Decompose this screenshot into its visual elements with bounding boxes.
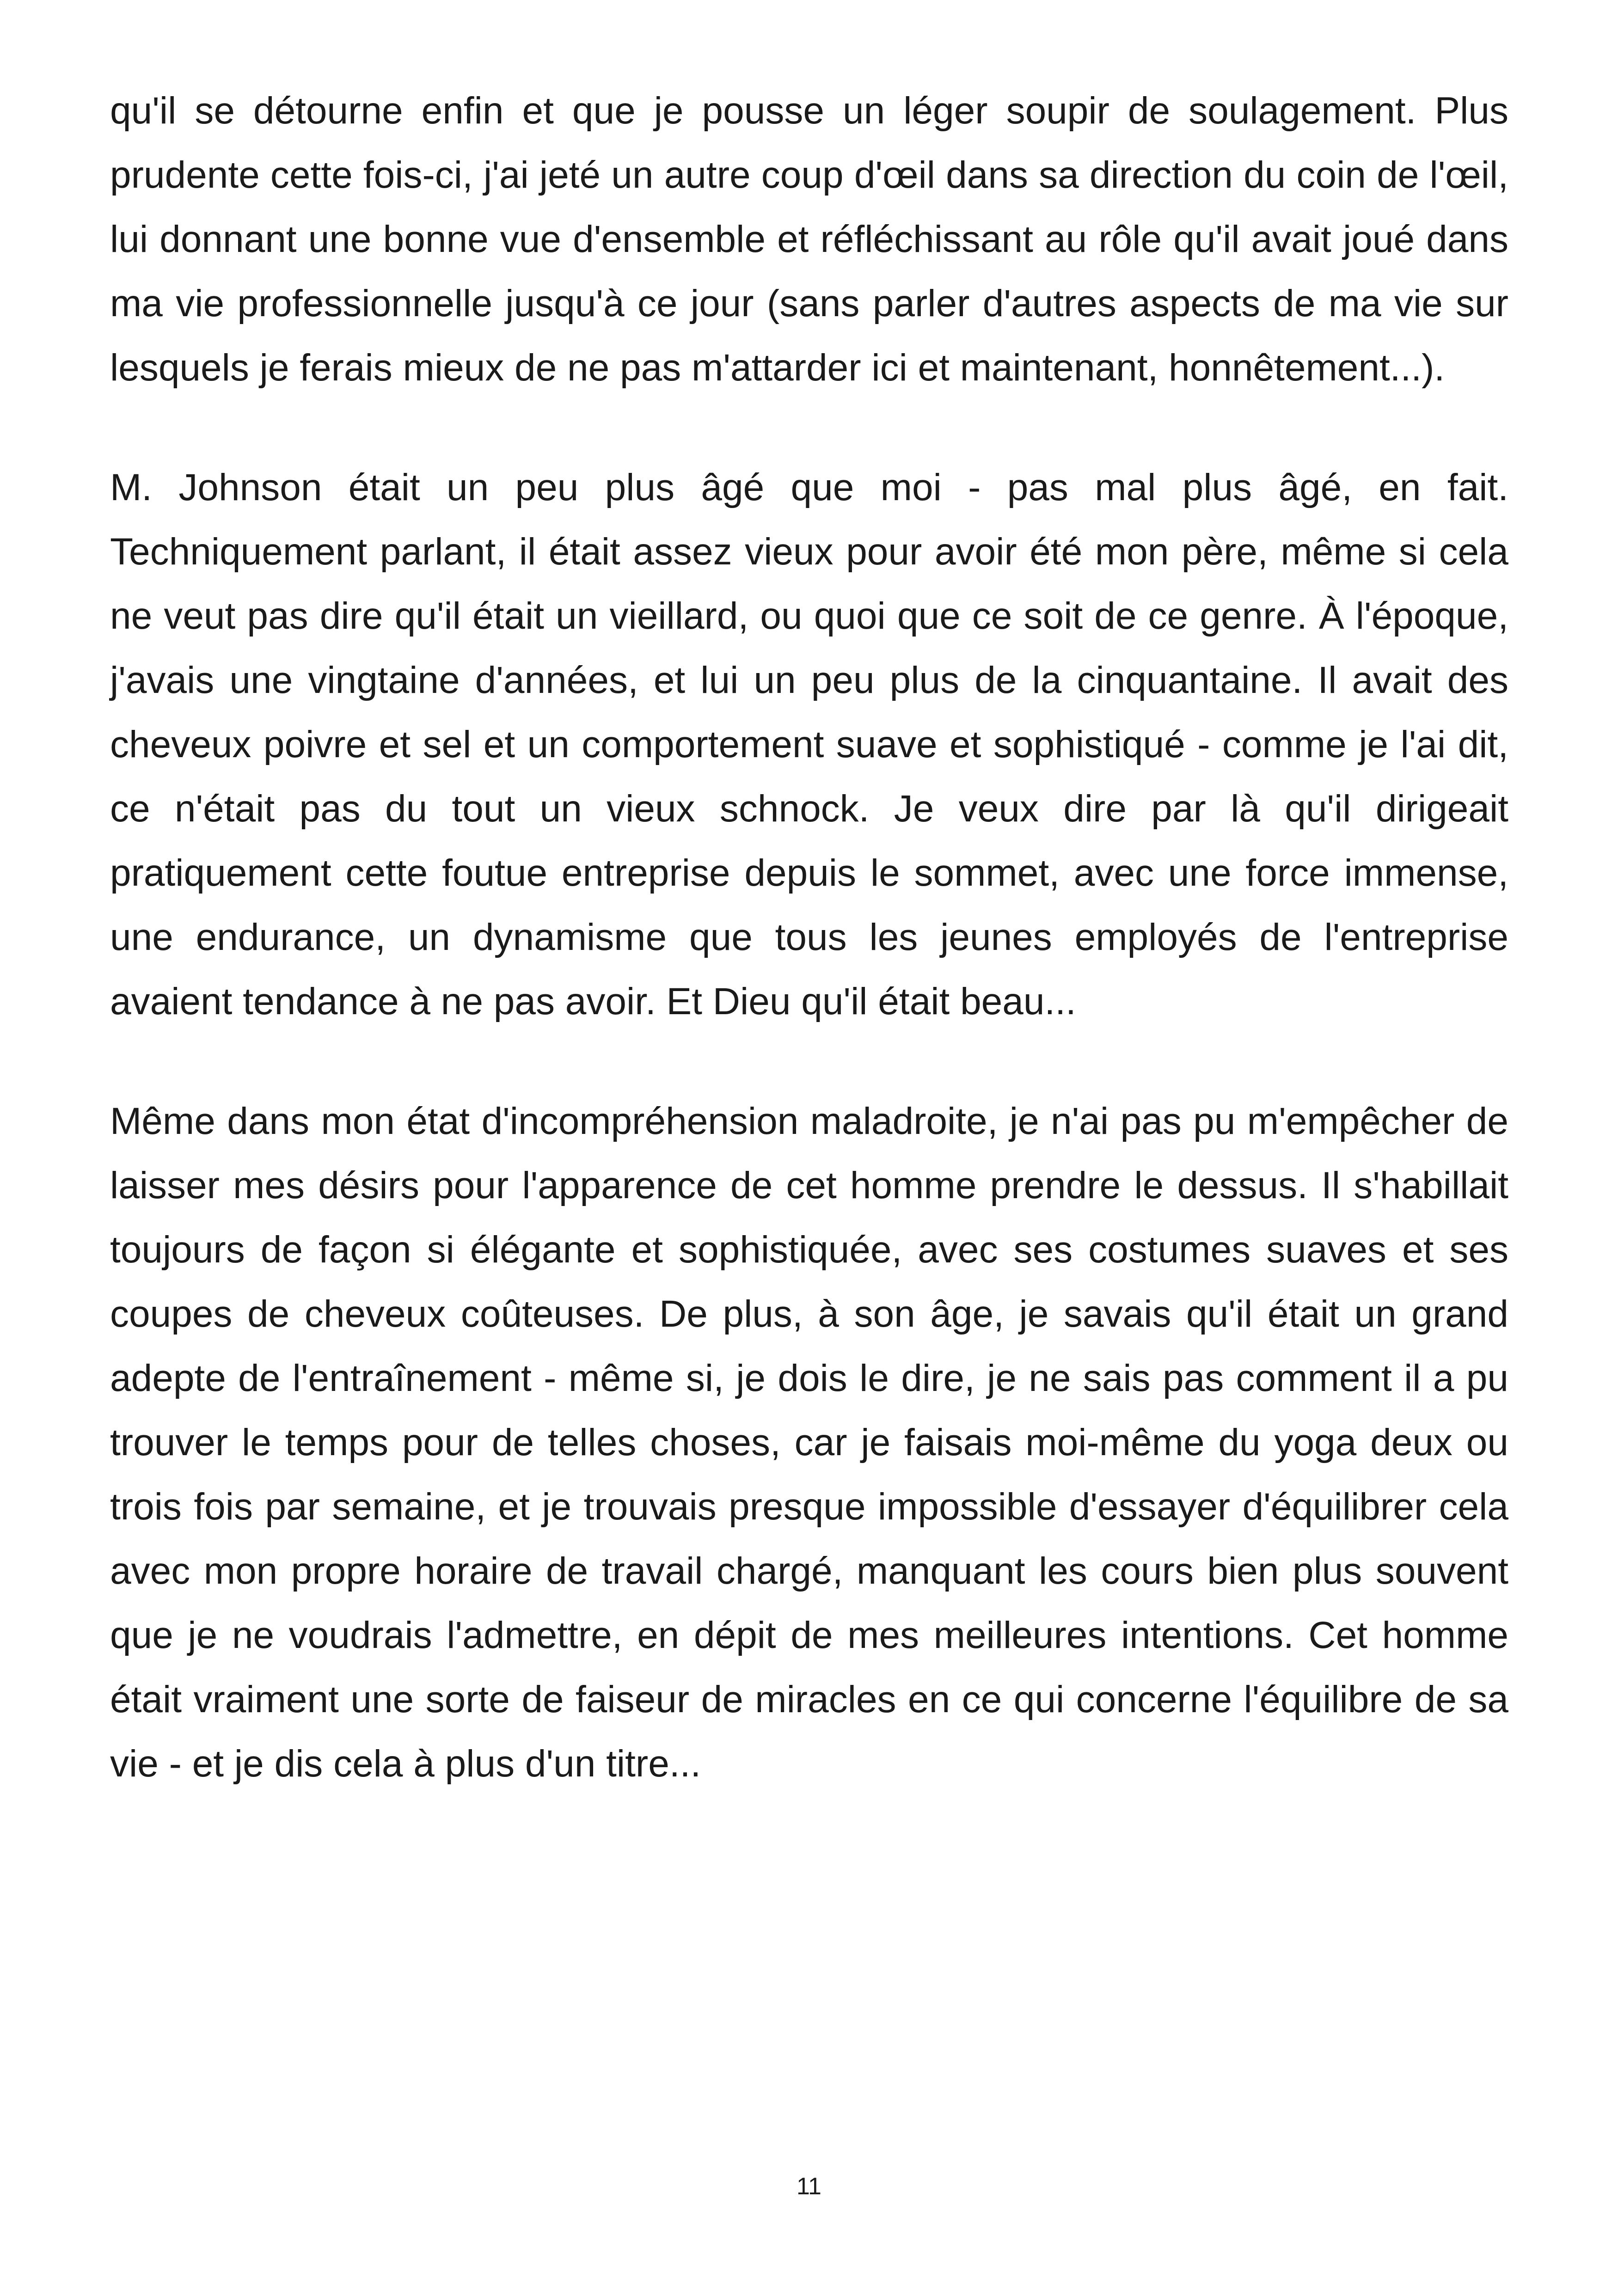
page-body (110, 79, 1508, 1851)
page-number: 11 (797, 2173, 821, 2200)
paragraph: Même dans mon état d'incompréhension maladroite, je n'ai pas pu m'empêcher de laisser mes désirs pour l'apparence de cet homme prendre le dessus. Il s'habillait toujours de façon si élégante et sophistiquée, avec ses costumes suaves et ses coupes de cheveux coûteuses. De plus, à son âge, je savais qu'il était un grand adepte de l'entraînement - même si, je dois le dire, je ne sais pas comment il a pu trouver le temps pour de telles choses, car je faisais moi-même du yoga deux ou trois fois par semaine, et je trouvais presque impossible d'essayer d'équilibrer cela avec mon propre horaire de travail chargé, manquant les cours bien plus souvent que je ne voudrais l'admettre, en dépit de mes meilleures intentions. Cet homme était vraiment une sorte de faiseur de miracles en ce qui concerne l'équilibre de sa vie - et je dis cela à plus d'un titre... (110, 1100, 1508, 1785)
paragraph: qu'il se détourne enfin et que je pousse un léger soupir de soulagement. Plus prudente cette fois-ci, j'ai jeté un autre coup d'œil dans sa direction du coin de l'œil, lui donnant une bonne vue d'ensemble et réfléchissant au rôle qu'il avait joué dans ma vie professionnelle jusqu'à ce jour (sans parler d'autres aspects de ma vie sur lesquels je ferais mieux de ne pas m'attarder ici et maintenant, honnêtement...). (110, 90, 1508, 389)
paragraph: M. Johnson était un peu plus âgé que moi - pas mal plus âgé, en fait. Techniquement parlant, il était assez vieux pour avoir été mon père, même si cela ne veut pas dire qu'il était un vieillard, ou quoi que ce soit de ce genre. À l'époque, j'avais une vingtaine d'années, et lui un peu plus de la cinquantaine. Il avait des cheveux poivre et sel et un comportement suave et sophistiqué - comme je l'ai dit, ce n'était pas du tout un vieux schnock. Je veux dire par là qu'il dirigeait pratiquement cette foutue entreprise depuis le sommet, avec une force immense, une endurance, un dynamisme que tous les jeunes employés de l'entreprise avaient tendance à ne pas avoir. Et Dieu qu'il était beau... (110, 466, 1508, 1022)
